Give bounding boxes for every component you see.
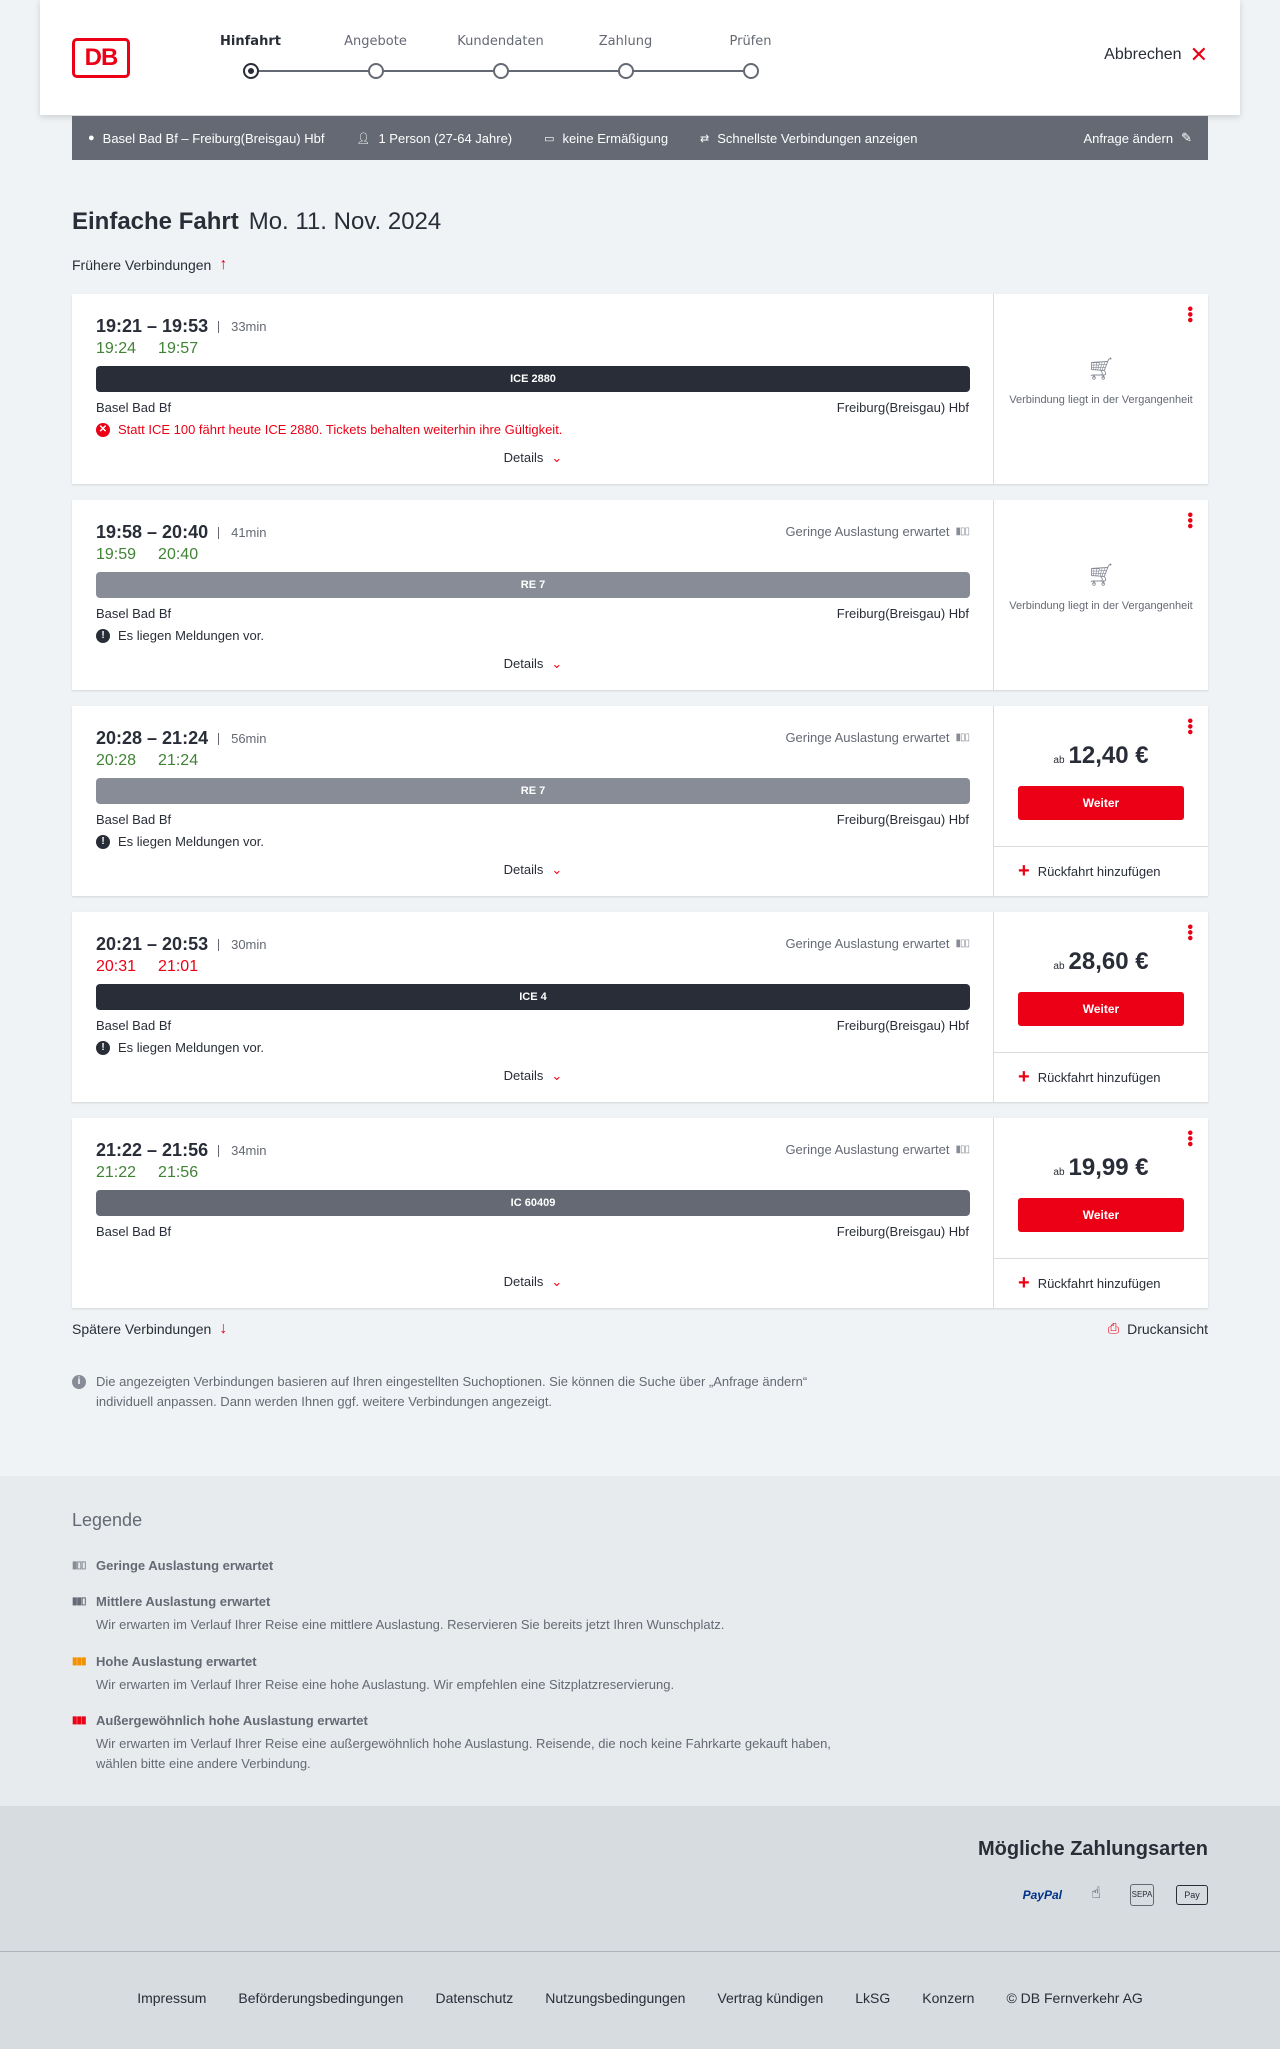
close-icon: ✕ bbox=[1189, 42, 1208, 67]
train-bar[interactable]: ICE 2880 bbox=[96, 366, 970, 392]
realtime-departure: 21:22 bbox=[96, 1164, 137, 1181]
train-bar[interactable]: RE 7 bbox=[96, 778, 970, 804]
connection-times bbox=[96, 522, 267, 543]
legend-item-exceptional bbox=[72, 1713, 872, 1774]
step-dot bbox=[368, 63, 384, 79]
footer-link[interactable]: Konzern bbox=[922, 1990, 975, 2006]
query-bar bbox=[72, 116, 1208, 160]
message-text: Statt ICE 100 fährt heute ICE 2880. Tickets behalten weiterhin ihre Gültigkeit. bbox=[118, 422, 563, 437]
continue-button[interactable]: Weiter bbox=[1018, 786, 1184, 820]
message-text: Es liegen Meldungen vor. bbox=[118, 1040, 264, 1055]
realtime-times bbox=[96, 958, 198, 976]
legend-item-title: Außergewöhnlich hohe Auslastung erwartet bbox=[96, 1713, 368, 1728]
add-return-label: Rückfahrt hinzufügen bbox=[1037, 1070, 1161, 1085]
alert-icon: ! bbox=[96, 835, 110, 849]
realtime-times bbox=[96, 546, 198, 564]
departure-station: Basel Bad Bf bbox=[96, 1018, 172, 1033]
connection-times bbox=[96, 934, 267, 955]
apple-pay-icon bbox=[1176, 1885, 1208, 1905]
load-indicator bbox=[785, 730, 969, 745]
footer-link[interactable]: Vertrag kündigen bbox=[717, 1990, 824, 2006]
arrow-up-icon: ↑ bbox=[219, 256, 228, 273]
low-load-icon: ▮▯▯ bbox=[72, 1560, 86, 1571]
pencil-icon: ✎ bbox=[1181, 130, 1192, 145]
connection-card[interactable] bbox=[72, 912, 1208, 1102]
alert-icon: ! bbox=[96, 629, 110, 643]
details-label: Details bbox=[503, 656, 544, 671]
chevron-down-icon: ⌄ bbox=[551, 450, 563, 465]
duration: 34min bbox=[218, 1145, 266, 1157]
duration: 33min bbox=[218, 321, 266, 333]
add-return-button[interactable] bbox=[994, 846, 1208, 896]
db-logo[interactable]: DB bbox=[72, 38, 130, 78]
payment-title: Mögliche Zahlungsarten bbox=[977, 1838, 1208, 1860]
duration: 56min bbox=[218, 733, 266, 745]
high-load-icon: ▮▮▮ bbox=[72, 1656, 86, 1667]
departure-station: Basel Bad Bf bbox=[96, 812, 172, 827]
step-dot bbox=[243, 63, 259, 79]
low-load-icon: ▮▯▯ bbox=[955, 1144, 969, 1155]
connection-card[interactable] bbox=[72, 706, 1208, 896]
offer-panel bbox=[994, 500, 1208, 690]
add-return-label: Rückfahrt hinzufügen bbox=[1037, 864, 1161, 879]
connection-message bbox=[96, 628, 264, 643]
trip-date: Mo. 11. Nov. 2024 bbox=[248, 208, 442, 235]
connection-message bbox=[96, 834, 264, 849]
paypal-icon: PayPal bbox=[1022, 1888, 1062, 1902]
step-zahlung: Zahlung bbox=[563, 34, 688, 49]
add-return-label: Rückfahrt hinzufügen bbox=[1037, 1276, 1161, 1291]
realtime-departure: 19:59 bbox=[96, 546, 137, 563]
load-label: Geringe Auslastung erwartet bbox=[785, 524, 950, 539]
arrival-station: Freiburg(Breisgau) Hbf bbox=[836, 400, 969, 415]
earlier-connections-link[interactable] bbox=[72, 256, 227, 274]
legend-item-desc: Wir erwarten im Verlauf Ihrer Reise eine außergewöhnlich hohe Auslastung. Reisende, die noch keine Fahrkarte gekauft haben, wählen bitte eine andere Verbindung. bbox=[96, 1736, 831, 1771]
more-options-icon[interactable]: ••• bbox=[1181, 306, 1198, 323]
offer-panel bbox=[994, 294, 1208, 484]
person-icon: 👤︎ bbox=[356, 132, 371, 145]
fastest-text: Schnellste Verbindungen anzeigen bbox=[717, 130, 918, 146]
add-return-button[interactable] bbox=[994, 1052, 1208, 1102]
step-angebote: Angebote bbox=[313, 34, 438, 49]
footer-link[interactable]: Nutzungsbedingungen bbox=[545, 1990, 686, 2006]
realtime-times bbox=[96, 340, 198, 358]
scheduled-times: 19:58 – 20:40 bbox=[96, 522, 209, 542]
low-load-icon: ▮▯▯ bbox=[955, 938, 969, 949]
load-label: Geringe Auslastung erwartet bbox=[785, 936, 950, 951]
low-load-icon: ▮▯▯ bbox=[955, 526, 969, 537]
details-toggle[interactable] bbox=[72, 862, 994, 878]
step-pruefen: Prüfen bbox=[688, 34, 813, 49]
arrival-station: Freiburg(Breisgau) Hbf bbox=[836, 1224, 969, 1239]
legend-item-title: Mittlere Auslastung erwartet bbox=[96, 1594, 271, 1609]
footer-link: © DB Fernverkehr AG bbox=[1006, 1990, 1143, 2006]
realtime-times bbox=[96, 752, 198, 770]
departure-station: Basel Bad Bf bbox=[96, 1224, 172, 1239]
footer-link[interactable]: LkSG bbox=[855, 1990, 891, 2006]
print-view-link[interactable] bbox=[1108, 1320, 1208, 1337]
connection-info bbox=[72, 1118, 994, 1308]
past-label: Verbindung liegt in der Vergangenheit bbox=[1009, 394, 1193, 406]
info-icon: i bbox=[72, 1375, 86, 1389]
chevron-down-icon: ⌄ bbox=[551, 1068, 563, 1083]
step-dot bbox=[743, 63, 759, 79]
past-connection-note bbox=[994, 356, 1208, 406]
offer-panel bbox=[994, 1118, 1208, 1308]
footer-link[interactable]: Beförderungsbedingungen bbox=[238, 1990, 404, 2006]
realtime-departure: 20:31 bbox=[96, 958, 137, 975]
offer-panel bbox=[994, 706, 1208, 896]
arrow-down-icon: ↓ bbox=[219, 1320, 228, 1337]
header bbox=[40, 0, 1240, 115]
step-hinfahrt: Hinfahrt bbox=[188, 34, 313, 49]
more-options-icon[interactable]: ••• bbox=[1181, 924, 1198, 941]
connection-card[interactable] bbox=[72, 294, 1208, 484]
apple-pay-text: Pay bbox=[1184, 1890, 1200, 1900]
card-hand-icon: ☝︎ bbox=[1091, 1885, 1101, 1902]
scheduled-times: 20:21 – 20:53 bbox=[96, 934, 209, 954]
bahncard-icon: ▭ bbox=[544, 132, 555, 145]
plus-icon: + bbox=[1018, 1066, 1030, 1088]
message-text: Es liegen Meldungen vor. bbox=[118, 834, 264, 849]
legend-item-high bbox=[72, 1654, 872, 1695]
more-options-icon[interactable]: ••• bbox=[1181, 1130, 1198, 1147]
connection-times bbox=[96, 728, 267, 749]
change-query-label: Anfrage ändern bbox=[1083, 130, 1174, 146]
connection-info bbox=[72, 294, 994, 484]
step-dot bbox=[493, 63, 509, 79]
plus-icon: + bbox=[1018, 860, 1030, 882]
departure-station: Basel Bad Bf bbox=[96, 400, 172, 415]
medium-load-icon: ▮▮▯ bbox=[72, 1596, 86, 1607]
more-options-icon[interactable]: ••• bbox=[1181, 718, 1198, 735]
details-toggle[interactable] bbox=[72, 1274, 994, 1290]
details-toggle[interactable] bbox=[72, 656, 994, 672]
legend-item-desc: Wir erwarten im Verlauf Ihrer Reise eine mittlere Auslastung. Reservieren Sie bereits jetzt Ihren Wunschplatz. bbox=[96, 1617, 725, 1632]
connection-times bbox=[96, 316, 267, 337]
location-pin-icon: ● bbox=[88, 132, 95, 144]
low-load-icon: ▮▯▯ bbox=[955, 732, 969, 743]
footer-link[interactable]: Datenschutz bbox=[435, 1990, 514, 2006]
plus-icon: + bbox=[1018, 1272, 1030, 1294]
duration: 30min bbox=[218, 939, 266, 951]
connection-info bbox=[72, 706, 994, 896]
discount-text: keine Ermäßigung bbox=[562, 130, 669, 146]
past-connection-note bbox=[994, 562, 1208, 612]
scheduled-times: 21:22 – 21:56 bbox=[96, 1140, 209, 1160]
price bbox=[994, 1154, 1208, 1182]
load-indicator bbox=[785, 936, 969, 951]
scheduled-times: 20:28 – 21:24 bbox=[96, 728, 209, 748]
message-text: Es liegen Meldungen vor. bbox=[118, 628, 264, 643]
cancel-label: Abbrechen bbox=[1104, 46, 1182, 63]
chevron-down-icon: ⌄ bbox=[551, 1274, 563, 1289]
arrival-station: Freiburg(Breisgau) Hbf bbox=[836, 606, 969, 621]
later-connections-link[interactable] bbox=[72, 1320, 227, 1338]
connection-info bbox=[72, 912, 994, 1102]
earlier-label: Frühere Verbindungen bbox=[72, 257, 212, 273]
load-indicator bbox=[785, 524, 969, 539]
details-toggle[interactable] bbox=[72, 1068, 994, 1084]
legend-section bbox=[0, 1476, 1280, 1806]
realtime-arrival: 21:01 bbox=[158, 958, 199, 975]
change-query-button[interactable] bbox=[1083, 130, 1192, 146]
later-label: Spätere Verbindungen bbox=[72, 1321, 212, 1337]
realtime-arrival: 20:40 bbox=[158, 546, 199, 563]
realtime-arrival: 19:57 bbox=[158, 340, 199, 357]
details-label: Details bbox=[503, 1274, 544, 1289]
duration: 41min bbox=[218, 527, 266, 539]
arrival-station: Freiburg(Breisgau) Hbf bbox=[836, 812, 969, 827]
more-options-icon[interactable]: ••• bbox=[1181, 512, 1198, 529]
price-prefix: ab bbox=[1053, 755, 1065, 766]
legend-item-title: Hohe Auslastung erwartet bbox=[96, 1654, 257, 1669]
fastest-toggle[interactable] bbox=[700, 131, 917, 146]
swap-arrows-icon: ⇄ bbox=[700, 132, 710, 145]
connection-times bbox=[96, 1140, 267, 1161]
persons-summary bbox=[356, 131, 512, 146]
cart-disabled-icon: 🛒︎ bbox=[1087, 562, 1115, 587]
error-icon: ✕ bbox=[96, 423, 110, 437]
past-label: Verbindung liegt in der Vergangenheit bbox=[1009, 600, 1193, 612]
alert-icon: ! bbox=[96, 1041, 110, 1055]
train-bar[interactable]: IC 60409 bbox=[96, 1190, 970, 1216]
connection-message bbox=[96, 1040, 264, 1055]
persons-text: 1 Person (27-64 Jahre) bbox=[378, 130, 513, 146]
payment-icons bbox=[1023, 1884, 1208, 1906]
train-bar[interactable]: ICE 4 bbox=[96, 984, 970, 1010]
connection-card[interactable] bbox=[72, 1118, 1208, 1308]
price-value: 28,60 € bbox=[1068, 948, 1149, 975]
price-value: 19,99 € bbox=[1068, 1154, 1149, 1181]
continue-button[interactable]: Weiter bbox=[1018, 992, 1184, 1026]
printer-icon: ⎙ bbox=[1107, 1320, 1120, 1336]
connection-card[interactable] bbox=[72, 500, 1208, 690]
step-dot bbox=[618, 63, 634, 79]
realtime-arrival: 21:56 bbox=[158, 1164, 199, 1181]
price bbox=[994, 742, 1208, 770]
load-label: Geringe Auslastung erwartet bbox=[785, 1142, 950, 1157]
print-label: Druckansicht bbox=[1127, 1320, 1208, 1337]
progress-steps bbox=[210, 34, 772, 84]
details-label: Details bbox=[503, 1068, 544, 1083]
details-label: Details bbox=[503, 862, 544, 877]
footer bbox=[0, 1951, 1280, 2049]
details-toggle[interactable] bbox=[72, 450, 994, 466]
footer-link[interactable]: Impressum bbox=[137, 1990, 207, 2006]
load-label: Geringe Auslastung erwartet bbox=[785, 730, 950, 745]
train-bar[interactable]: RE 7 bbox=[96, 572, 970, 598]
payment-section bbox=[0, 1806, 1280, 1951]
cancel-button[interactable] bbox=[1104, 42, 1208, 67]
price-prefix: ab bbox=[1053, 1167, 1065, 1178]
info-note bbox=[72, 1372, 852, 1412]
legend-item-medium bbox=[72, 1594, 872, 1635]
connection-info bbox=[72, 500, 994, 690]
connection-message bbox=[96, 422, 562, 437]
page-title bbox=[72, 208, 441, 236]
route-summary bbox=[88, 131, 324, 146]
arrival-station: Freiburg(Breisgau) Hbf bbox=[836, 1018, 969, 1033]
load-indicator bbox=[785, 1142, 969, 1157]
legend-title: Legende bbox=[72, 1510, 143, 1530]
offer-panel bbox=[994, 912, 1208, 1102]
step-kundendaten: Kundendaten bbox=[438, 34, 563, 49]
departure-station: Basel Bad Bf bbox=[96, 606, 172, 621]
discount-summary bbox=[544, 131, 668, 146]
realtime-departure: 19:24 bbox=[96, 340, 137, 357]
price bbox=[994, 948, 1208, 976]
cart-disabled-icon: 🛒︎ bbox=[1087, 356, 1115, 381]
chevron-down-icon: ⌄ bbox=[551, 862, 563, 877]
add-return-button[interactable] bbox=[994, 1258, 1208, 1308]
legend-item-title: Geringe Auslastung erwartet bbox=[96, 1558, 274, 1573]
realtime-times bbox=[96, 1164, 198, 1182]
exceptional-load-icon: ▮▮▮ bbox=[72, 1715, 86, 1726]
details-label: Details bbox=[503, 450, 544, 465]
legend-item-desc: Wir erwarten im Verlauf Ihrer Reise eine hohe Auslastung. Wir empfehlen eine Sitzplatzreservierung. bbox=[96, 1677, 675, 1692]
legend-item-low bbox=[72, 1558, 872, 1573]
sepa-icon: SEPA bbox=[1130, 1884, 1154, 1906]
price-value: 12,40 € bbox=[1068, 742, 1149, 769]
chevron-down-icon: ⌄ bbox=[551, 656, 563, 671]
continue-button[interactable]: Weiter bbox=[1018, 1198, 1184, 1232]
route-text: Basel Bad Bf – Freiburg(Breisgau) Hbf bbox=[102, 130, 325, 146]
realtime-departure: 20:28 bbox=[96, 752, 137, 769]
realtime-arrival: 21:24 bbox=[158, 752, 199, 769]
price-prefix: ab bbox=[1053, 961, 1065, 972]
scheduled-times: 19:21 – 19:53 bbox=[96, 316, 209, 336]
info-text: Die angezeigten Verbindungen basieren auf Ihren eingestellten Suchoptionen. Sie können die Suche über „Anfrage ändern“ individuell anpassen. Dann werden Ihnen ggf. weitere Verbindungen angezeigt. bbox=[96, 1374, 808, 1409]
trip-type: Einfache Fahrt bbox=[72, 208, 239, 235]
